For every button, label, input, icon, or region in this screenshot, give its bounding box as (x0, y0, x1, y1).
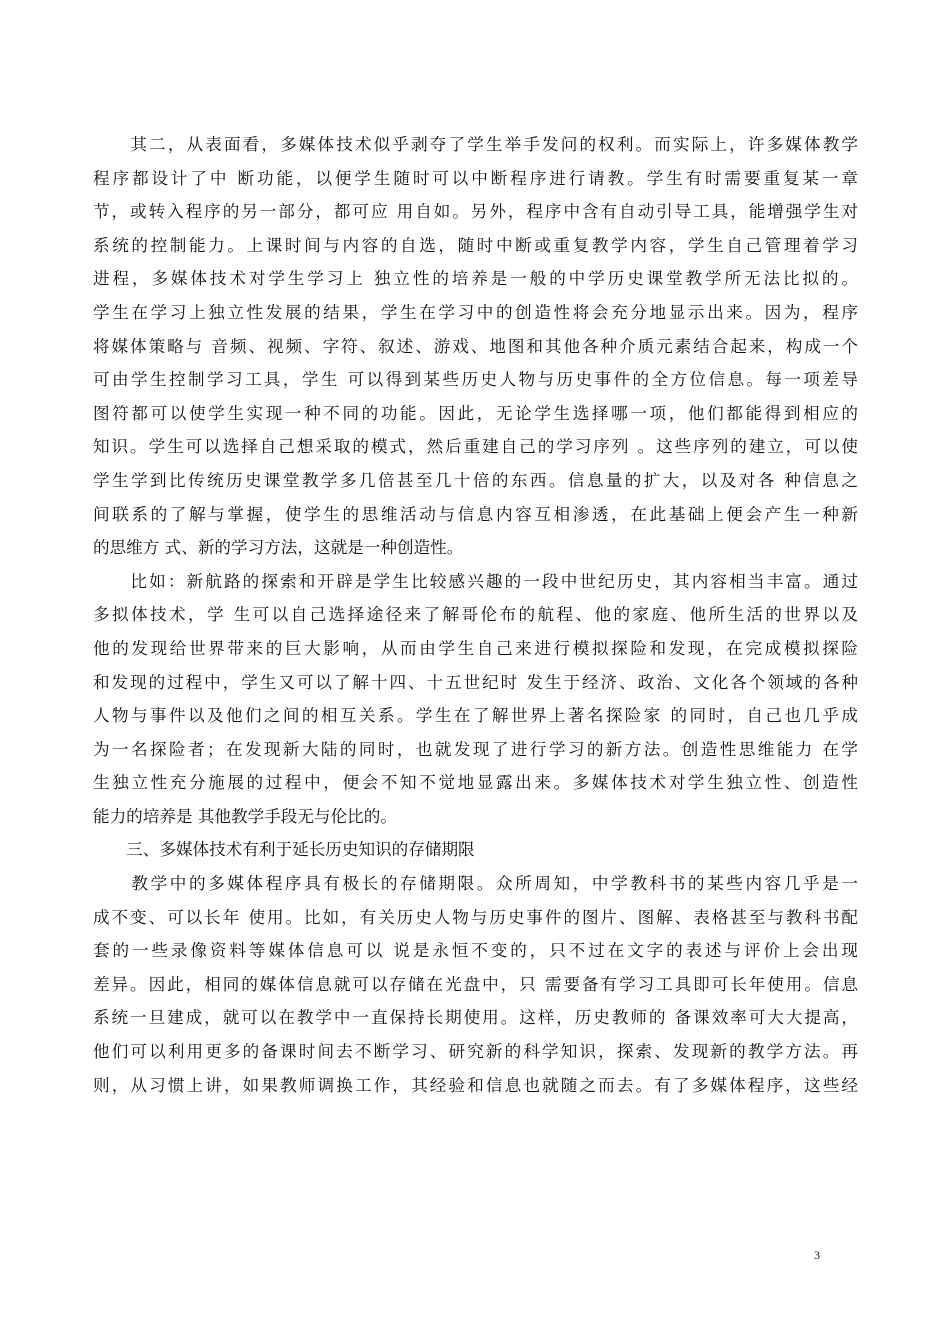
text-line: 学生在学习上独立性发展的结果，学生在学习中的创造性将会充分地显示出来。因为，程序 (93, 302, 858, 322)
text-line: 节，或转入程序的另一部分，都可应 用自如。另外，程序中含有自动引导工具，能增强学生对 (93, 202, 858, 222)
text-line: 他的发现给世界带来的巨大影响，从而由学生自己来进行模拟探险和发现，在完成模拟探险 (93, 638, 858, 658)
text-line: 成不变、可以长年 使用。比如，有关历史人物与历史事件的图片、图解、表格甚至与教科书配 (93, 907, 858, 927)
text-line: 能力的培养是 其他教学手段无与伦比的。 (93, 806, 397, 826)
text-line: 三、多媒体技术有利于延长历史知识的存储期限 (93, 840, 475, 860)
text-line: 教学中的多媒体程序具有极长的存储期限。众所周知，中学教科书的某些内容几乎是一 (93, 874, 858, 894)
body-text (93, 128, 858, 1102)
text-line: 将媒体策略与 音频、视频、字符、叙述、游戏、地图和其他各种介质元素结合起来，构成一个 (93, 336, 858, 356)
text-line: 进程，多媒体技术对学生学习上 独立性的培养是一般的中学历史课堂教学所无法比拟的。 (93, 269, 858, 289)
text-line: 人物与事件以及他们之间的相互关系。学生在了解世界上著名探险家 的同时，自己也几乎成 (93, 706, 858, 726)
text-line: 生独立性充分施展的过程中，便会不知不觉地显露出来。多媒体技术对学生独立性、创造性 (93, 773, 858, 793)
text-line: 则，从习惯上讲，如果教师调换工作，其经验和信息也就随之而去。有了多媒体程序，这些经 (93, 1075, 858, 1095)
text-line: 图符都可以使学生实现一种不同的功能。因此，无论学生选择哪一项，他们都能得到相应的 (93, 403, 858, 423)
text-line: 间联系的了解与掌握，使学生的思维活动与信息内容互相渗透，在此基础上便会产生一种新 (93, 504, 858, 524)
text-line: 其二，从表面看，多媒体技术似乎剥夺了学生举手发问的权利。而实际上，许多媒体教学 (93, 135, 858, 154)
text-line: 的思维方 式、新的学习方法，这就是一种创造性。 (93, 538, 464, 558)
text-line: 套的一些录像资料等媒体信息可以 说是永恒不变的，只不过在文字的表述与评价上会出现 (93, 941, 858, 961)
text-line: 他们可以利用更多的备课时间去不断学习、研究新的科学知识，探索、发现新的教学方法。再 (93, 1042, 858, 1062)
text-line: 学生学到比传统历史课堂教学多几倍甚至几十倍的东西。信息量的扩大，以及对各 种信息之 (93, 470, 858, 490)
text-line: 系统的控制能力。上课时间与内容的自选，随时中断或重复教学内容，学生自己管理着学习 (93, 235, 858, 255)
text-line: 比如：新航路的探索和开辟是学生比较感兴趣的一段中世纪历史，其内容相当丰富。通过 (93, 571, 858, 591)
text-line: 知识。学生可以选择自己想采取的模式，然后重建自己的学习序列 。这些序列的建立，可以使 (93, 437, 858, 457)
text-line: 多拟体技术，学 生可以自己选择途径来了解哥伦布的航程、他的家庭、他所生活的世界以及 (93, 605, 858, 625)
text-line: 为一名探险者；在发现新大陆的同时，也就发现了进行学习的新方法。创造性思维能力 在学 (93, 739, 858, 759)
text-line: 差异。因此，相同的媒体信息就可以存储在光盘中，只 需要备有学习工具即可长年使用。信息 (93, 974, 858, 994)
text-line: 可由学生控制学习工具，学生 可以得到某些历史人物与历史事件的全方位信息。每一项差导 (93, 370, 858, 390)
text-line: 程序都设计了中 断功能，以便学生随时可以中断程序进行请教。学生有时需要重复某一章 (93, 168, 858, 188)
page-number: 3 (814, 1248, 820, 1262)
text-line: 和发现的过程中，学生又可以了解十四、十五世纪时 发生于经济、政治、文化各个领域的各种 (93, 672, 858, 692)
text-line: 系统一旦建成，就可以在教学中一直保持长期使用。这样，历史教师的 备课效率可大大提高， (93, 1008, 858, 1028)
